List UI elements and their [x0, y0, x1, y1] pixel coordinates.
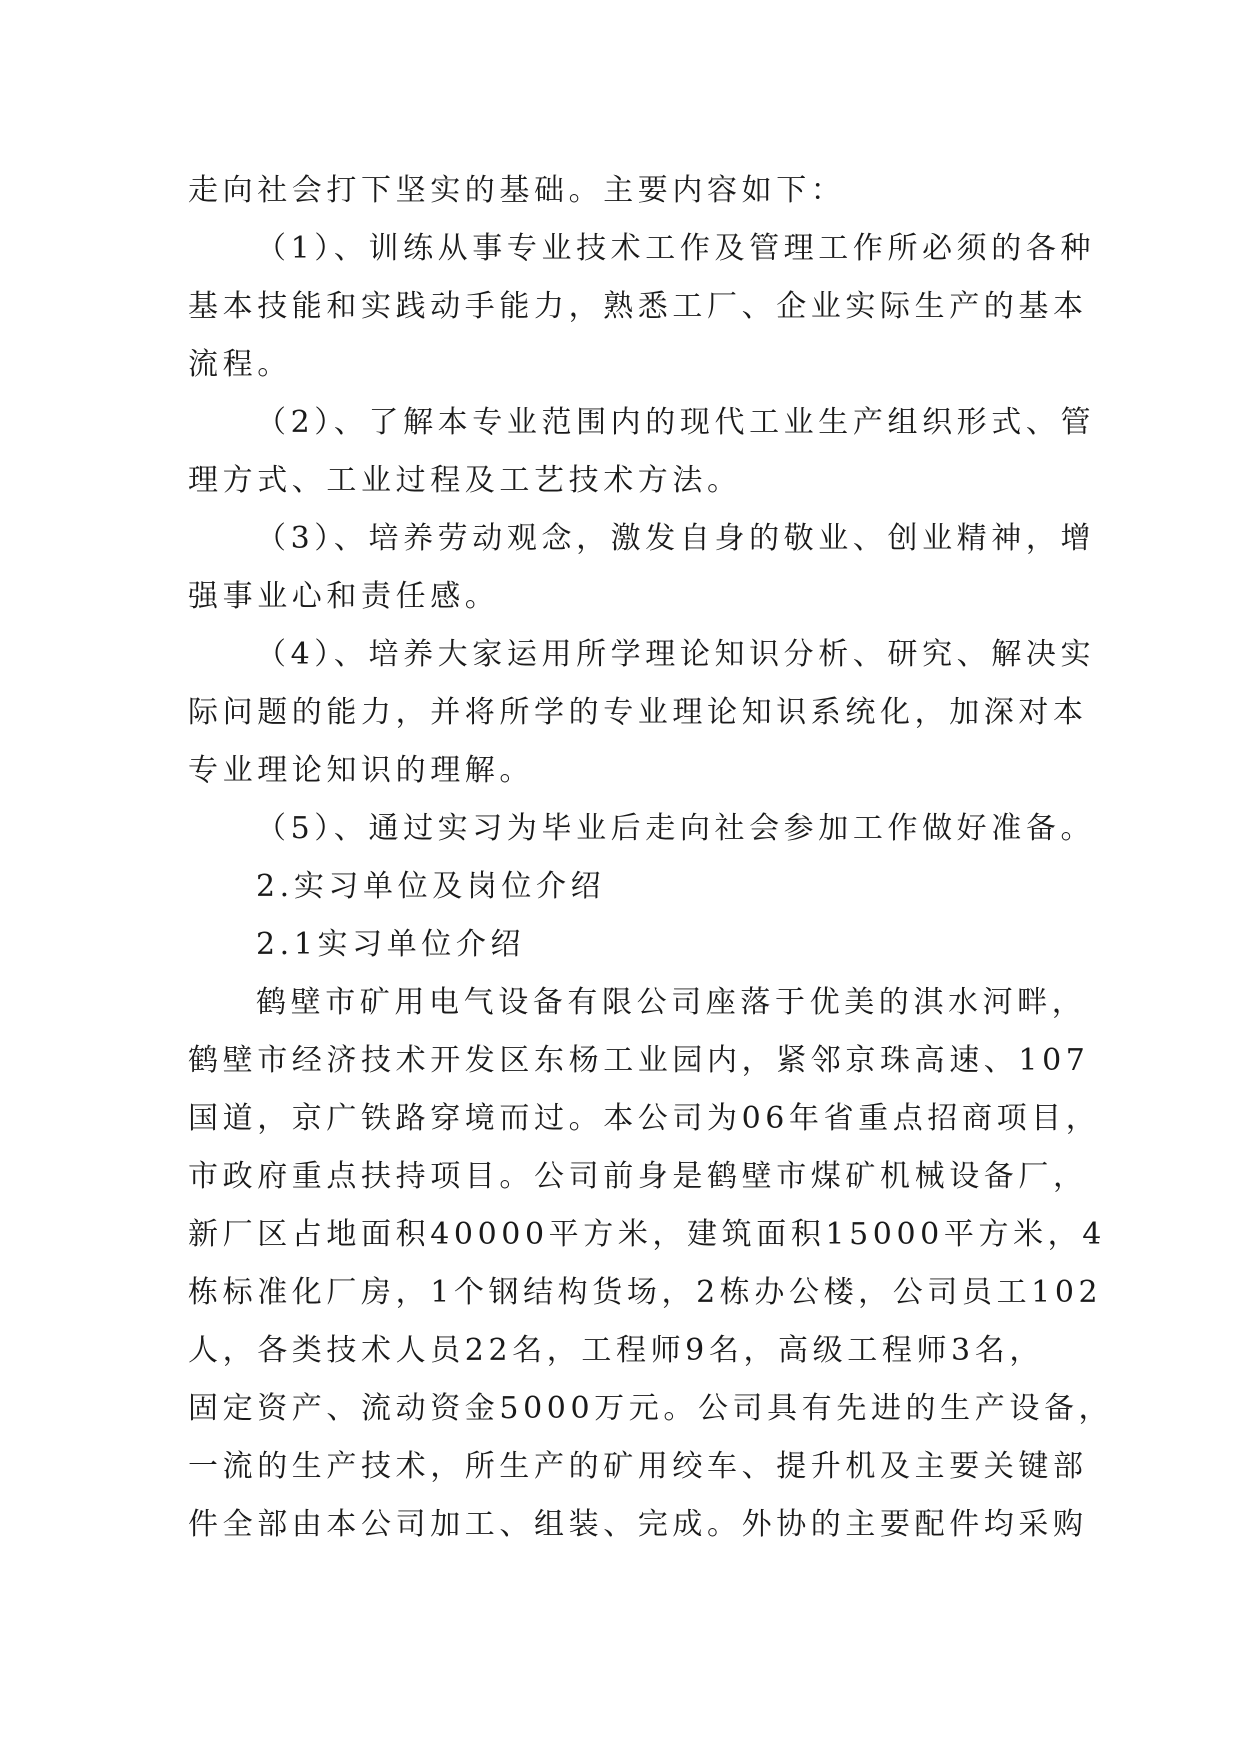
section-heading: 2.实习单位及岗位介绍	[256, 869, 606, 904]
paragraph-start: 鹤壁市矿用电气设备有限公司座落于优美的淇水河畔，	[256, 985, 1087, 1020]
list-item-3: （3）、培养劳动观念，激发自身的敬业、创业精神，增	[256, 521, 1096, 556]
list-item-4: （4）、培养大家运用所学理论知识分析、研究、解决实	[256, 637, 1096, 672]
list-item-5: （5）、通过实习为毕业后走向社会参加工作做好准备。	[256, 811, 1096, 846]
text-line: 栋标准化厂房，1个钢结构货场，2栋办公楼，公司员工102	[188, 1275, 1103, 1310]
list-item-2: （2）、了解本专业范围内的现代工业生产组织形式、管	[256, 405, 1096, 440]
document-body	[188, 162, 1114, 1554]
text-line: 固定资产、流动资金5000万元。公司具有先进的生产设备，	[188, 1391, 1114, 1426]
subsection-heading: 2.1实习单位介绍	[256, 927, 526, 962]
text-line: 走向社会打下坚实的基础。主要内容如下：	[188, 173, 846, 208]
text-line: 流程。	[188, 347, 292, 382]
text-line: 强事业心和责任感。	[188, 579, 500, 614]
text-line: 一流的生产技术，所生产的矿用绞车、提升机及主要关键部	[188, 1449, 1088, 1484]
text-line: 新厂区占地面积40000平方米，建筑面积15000平方米，4	[188, 1217, 1106, 1252]
text-line: 件全部由本公司加工、组装、完成。外协的主要配件均采购	[188, 1507, 1088, 1542]
text-line: 人，各类技术人员22名，工程师9名，高级工程师3名，	[188, 1333, 1044, 1368]
text-line: 基本技能和实践动手能力，熟悉工厂、企业实际生产的基本	[188, 289, 1088, 324]
text-line: 专业理论知识的理解。	[188, 753, 534, 788]
text-line: 际问题的能力，并将所学的专业理论知识系统化，加深对本	[188, 695, 1088, 730]
text-line: 市政府重点扶持项目。公司前身是鹤壁市煤矿机械设备厂，	[188, 1159, 1088, 1194]
list-item-1: （1）、训练从事专业技术工作及管理工作所必须的各种	[256, 231, 1096, 266]
text-line: 鹤壁市经济技术开发区东杨工业园内，紧邻京珠高速、107	[188, 1043, 1090, 1078]
text-line: 理方式、工业过程及工艺技术方法。	[188, 463, 742, 498]
text-line: 国道，京广铁路穿境而过。本公司为06年省重点招商项目，	[188, 1101, 1101, 1136]
